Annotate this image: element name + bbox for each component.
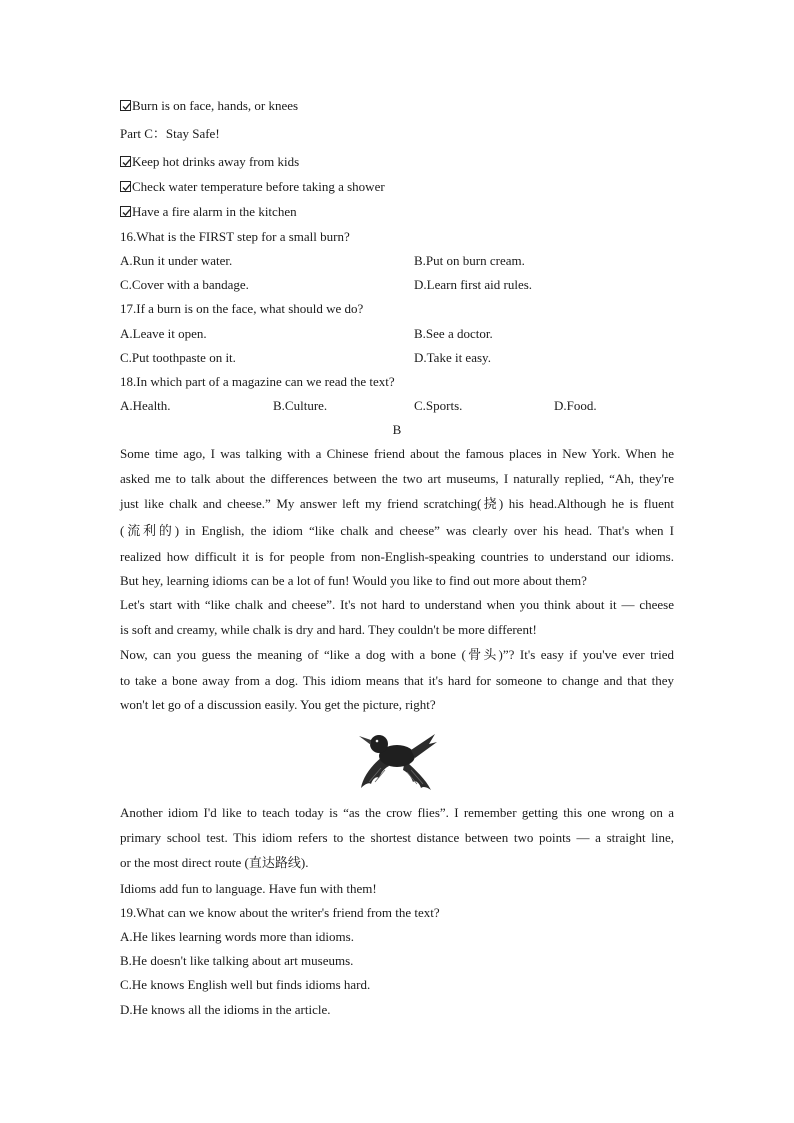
checked-box-icon xyxy=(120,156,131,167)
passage-line: Idioms add fun to language. Have fun with them! xyxy=(120,881,377,896)
passage-line: Let's start with “like chalk and cheese”. It's not hard to understand when you think about it — cheese xyxy=(120,597,674,612)
answer-option[interactable]: C.Cover with a bandage. xyxy=(120,277,249,292)
answer-option[interactable]: B.See a doctor. xyxy=(414,326,493,341)
answer-option[interactable]: A.Health. xyxy=(120,398,171,413)
passage-line: just like chalk and cheese.” My answer left my friend scratching(挠) his head.Although he is fluent xyxy=(120,496,674,511)
passage-line: won't let go of a discussion easily. You get the picture, right? xyxy=(120,697,436,712)
passage-line: to take a bone away from a dog. This idiom means that it's hard for someone to change and that they xyxy=(120,673,674,688)
passage-line: But hey, learning idioms can be a lot of fun! Would you like to find out more about them? xyxy=(120,573,587,588)
passage-line: realized how difficult it is for people from non-English-speaking countries to understand our idioms. xyxy=(120,549,674,564)
checklist-text: Check water temperature before taking a shower xyxy=(132,179,385,194)
passage-line: Now, can you guess the meaning of “like a dog with a bone (骨头)”? It's easy if you've ever tried xyxy=(120,647,674,662)
checklist-item xyxy=(120,153,299,171)
checklist-item xyxy=(120,97,298,115)
answer-option[interactable]: D.He knows all the idioms in the article. xyxy=(120,1002,331,1017)
answer-option[interactable]: B.He doesn't like talking about art museums. xyxy=(120,953,354,968)
answer-option[interactable]: D.Learn first aid rules. xyxy=(414,277,533,292)
answer-option[interactable]: D.Take it easy. xyxy=(414,350,491,365)
question-stem: 17.If a burn is on the face, what should we do? xyxy=(120,301,364,316)
checklist-item xyxy=(120,203,297,221)
passage-line: Another idiom I'd like to teach today is “as the crow flies”. I remember getting this one wrong on a xyxy=(120,805,674,820)
checked-box-icon xyxy=(120,181,131,192)
passage-line: asked me to talk about the differences between the two art museums, I naturally replied, “Ah, they're xyxy=(120,471,674,486)
answer-option[interactable]: B.Put on burn cream. xyxy=(414,253,525,268)
answer-option[interactable]: C.Put toothpaste on it. xyxy=(120,350,236,365)
answer-option[interactable]: C.He knows English well but finds idioms hard. xyxy=(120,977,371,992)
passage-line: primary school test. This idiom refers to the shortest distance between two points — a straight line, xyxy=(120,830,674,845)
question-stem: 18.In which part of a magazine can we read the text? xyxy=(120,374,395,389)
passage-line: (流利的) in English, the idiom “like chalk and cheese” was clearly over his head. That's when I xyxy=(120,523,674,538)
question-stem: 16.What is the FIRST step for a small burn? xyxy=(120,229,350,244)
answer-option[interactable]: A.Leave it open. xyxy=(120,326,207,341)
answer-option[interactable]: D.Food. xyxy=(554,398,597,413)
checklist-text: Keep hot drinks away from kids xyxy=(132,154,300,169)
answer-option[interactable]: A.He likes learning words more than idioms. xyxy=(120,929,354,944)
answer-option[interactable]: A.Run it under water. xyxy=(120,253,233,268)
checked-box-icon xyxy=(120,100,131,111)
checklist-text: Burn is on face, hands, or knees xyxy=(132,98,299,113)
section-label: B xyxy=(392,422,402,437)
checklist-item xyxy=(120,178,385,196)
question-stem: 19.What can we know about the writer's friend from the text? xyxy=(120,905,440,920)
passage-line: or the most direct route (直达路线). xyxy=(120,855,309,870)
section-heading: Part C：Stay Safe! xyxy=(120,126,220,141)
passage-line: Some time ago, I was talking with a Chinese friend about the famous places in New York. When he xyxy=(120,446,674,461)
answer-option[interactable]: C.Sports. xyxy=(414,398,463,413)
answer-option[interactable]: B.Culture. xyxy=(273,398,328,413)
crow-icon xyxy=(355,726,439,796)
checklist-text: Have a fire alarm in the kitchen xyxy=(132,204,297,219)
passage-line: is soft and creamy, while chalk is dry and hard. They couldn't be more different! xyxy=(120,622,537,637)
checked-box-icon xyxy=(120,206,131,217)
